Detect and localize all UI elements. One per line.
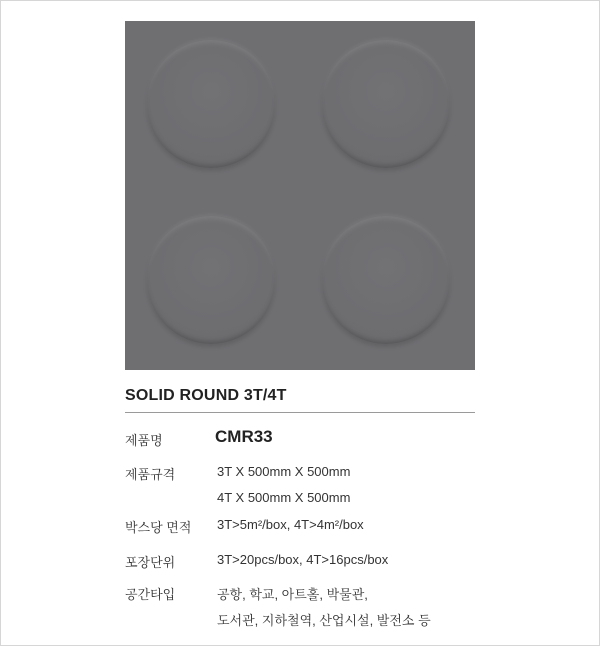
spec-label-space: 공간타입 [125,587,176,602]
spec-value-size: 3T X 500mm X 500mm [217,464,351,479]
product-tile-image [125,21,475,370]
spec-value-size: 4T X 500mm X 500mm [217,490,351,505]
spec-value-area: 3T>5m²/box, 4T>4m²/box [217,517,364,532]
spec-label-size: 제품규격 [125,467,176,482]
product-title: SOLID ROUND 3T/4T [125,387,287,404]
round-stud [322,40,450,168]
round-stud [147,216,275,344]
spec-label-name: 제품명 [125,433,163,448]
spec-value-space: 도서관, 지하철역, 산업시설, 발전소 등 [217,613,431,628]
spec-label-area: 박스당 면적 [125,520,192,535]
spec-value-unit: 3T>20pcs/box, 4T>16pcs/box [217,552,389,567]
round-stud [147,40,275,168]
round-stud [322,216,450,344]
spec-label-unit: 포장단위 [125,555,176,570]
title-divider [125,412,475,413]
spec-value-name: CMR33 [215,427,273,446]
spec-value-space: 공항, 학교, 아트홀, 박물관, [217,587,368,602]
